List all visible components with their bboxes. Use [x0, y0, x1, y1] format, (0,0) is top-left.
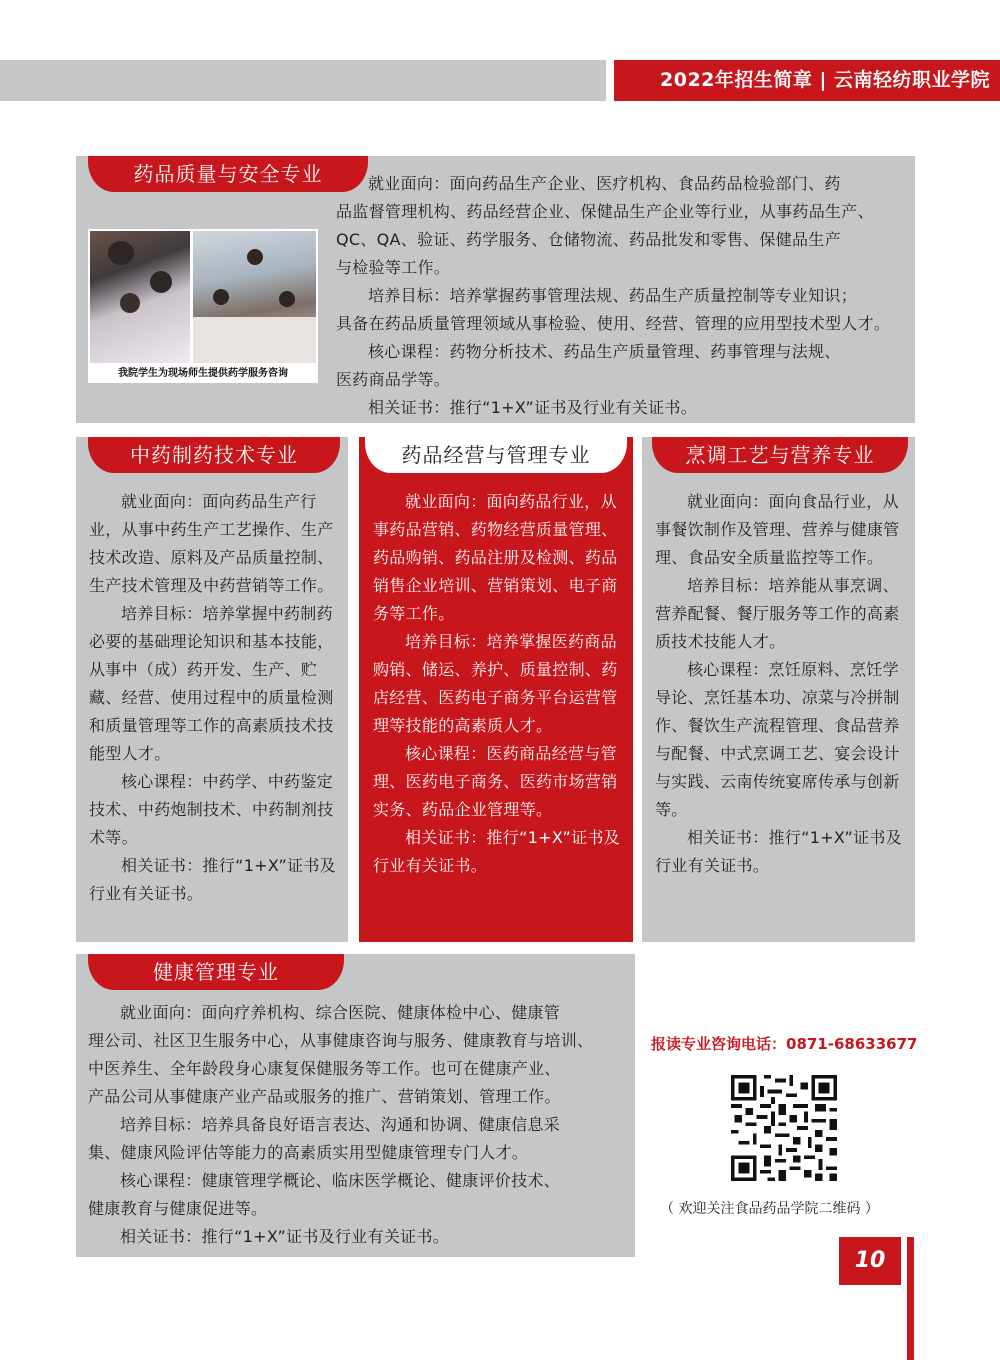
- text-line: 与检验等工作。: [336, 258, 451, 277]
- section-title: 中药制药技术专业: [88, 437, 340, 473]
- text-line: 产品公司从事健康产业产品或服务的推广、营销策划、管理工作。: [88, 1087, 561, 1106]
- paragraph: 就业面向：面向药品行业，从事药品营销、药物经营质量管理、药品购销、药品注册及检测、药品销售企业培训、营销策划、电子商务等工作。: [373, 492, 618, 623]
- contact-phone: 报读专业咨询电话：0871-68633677: [651, 1035, 918, 1053]
- paragraph: 培养目标：培养能从事烹调、营养配餐、餐厅服务等工作的高素质技术技能人才。: [655, 576, 900, 651]
- text-line: 相关证书：推行“1+X”证书及行业有关证书。: [368, 398, 698, 417]
- text-line: 医药商品学等。: [336, 370, 451, 389]
- section-title: 健康管理专业: [88, 954, 344, 990]
- paragraph: 就业面向：面向药品生产行业，从事中药生产工艺操作、生产技术改造、原料及产品质量控制、生产技术管理及中药营销等工作。: [89, 492, 334, 595]
- section-body: [88, 999, 630, 1251]
- section-title: 药品经营与管理专业: [365, 437, 627, 473]
- text-line: 品监督管理机构、药品经营企业、保健品生产企业等行业，从事药品生产、: [336, 202, 874, 221]
- text-line: 集、健康风险评估等能力的高素质实用型健康管理专门人才。: [88, 1143, 529, 1162]
- photo-right: [193, 231, 316, 363]
- text-line: 核心课程：健康管理学概论、临床医学概论、健康评价技术、: [120, 1171, 561, 1190]
- text-line: 核心课程：药物分析技术、药品生产质量管理、药事管理与法规、: [368, 342, 841, 361]
- text-line: 理公司、社区卫生服务中心，从事健康咨询与服务、健康教育与培训、: [88, 1031, 594, 1050]
- paragraph: 培养目标：培养掌握中药制药必要的基础理论知识和基本技能，从事中（成）药开发、生产、贮藏、经营、使用过程中的质量检测和质量管理等工作的高素质技术技能型人才。: [89, 604, 334, 763]
- qr-code-icon[interactable]: [731, 1075, 837, 1181]
- paragraph: 相关证书：推行“1+X”证书及行业有关证书。: [373, 828, 620, 875]
- text-line: 就业面向：面向疗养机构、综合医院、健康体检中心、健康管: [120, 1003, 561, 1022]
- section-title: 烹调工艺与营养专业: [652, 437, 908, 473]
- section-photo: [88, 229, 318, 383]
- text-line: 就业面向：面向药品生产企业、医疗机构、食品药品检验部门、药: [368, 174, 841, 193]
- page-edge-bar: [907, 1237, 914, 1360]
- header-title: 2022年招生简章 | 云南轻纺职业学院: [614, 60, 1000, 101]
- section-body: [373, 488, 621, 880]
- photo-left: [90, 231, 190, 363]
- paragraph: 核心课程：烹饪原料、烹饪学导论、烹饪基本功、凉菜与冷拼制作、餐饮生产流程管理、食品营养与配餐、中式烹调工艺、宴会设计与实践、云南传统宴席传承与创新等。: [655, 660, 900, 819]
- photo-caption: 我院学生为现场师生提供药学服务咨询: [118, 368, 288, 379]
- section-title: 药品质量与安全专业: [88, 156, 368, 192]
- text-line: 健康教育与健康促进等。: [88, 1199, 268, 1218]
- text-line: 培养目标：培养掌握药事管理法规、药品生产质量控制等专业知识；: [368, 286, 858, 305]
- paragraph: 相关证书：推行“1+X”证书及行业有关证书。: [89, 856, 336, 903]
- paragraph: 核心课程：医药商品经营与管理、医药电子商务、医药市场营销实务、药品企业管理等。: [373, 744, 618, 819]
- paragraph: 核心课程：中药学、中药鉴定技术、中药炮制技术、中药制剂技术等。: [89, 772, 334, 847]
- paragraph: 相关证书：推行“1+X”证书及行业有关证书。: [655, 828, 902, 875]
- page-number: 10: [839, 1237, 901, 1285]
- paragraph: 培养目标：培养掌握医药商品购销、储运、养护、质量控制、药店经营、医药电子商务平台运营管理等技能的高素质人才。: [373, 632, 618, 735]
- section-body: [655, 488, 903, 880]
- paragraph: 就业面向：面向食品行业，从事餐饮制作及管理、营养与健康管理、食品安全质量监控等工作。: [655, 492, 900, 567]
- header-grey-bar: [0, 60, 606, 101]
- text-line: QC、QA、验证、药学服务、仓储物流、药品批发和零售、保健品生产: [336, 230, 841, 249]
- text-line: 中医养生、全年龄段身心康复保健服务等工作。也可在健康产业、: [88, 1059, 561, 1078]
- text-line: 培养目标：培养具备良好语言表达、沟通和协调、健康信息采: [120, 1115, 561, 1134]
- section-body: [89, 488, 337, 908]
- qr-caption: （ 欢迎关注食品药品学院二维码 ）: [660, 1201, 879, 1217]
- text-line: 相关证书：推行“1+X”证书及行业有关证书。: [120, 1227, 450, 1246]
- section-body: [336, 170, 908, 422]
- text-line: 具备在药品质量管理领域从事检验、使用、经营、管理的应用型技术型人才。: [336, 314, 891, 333]
